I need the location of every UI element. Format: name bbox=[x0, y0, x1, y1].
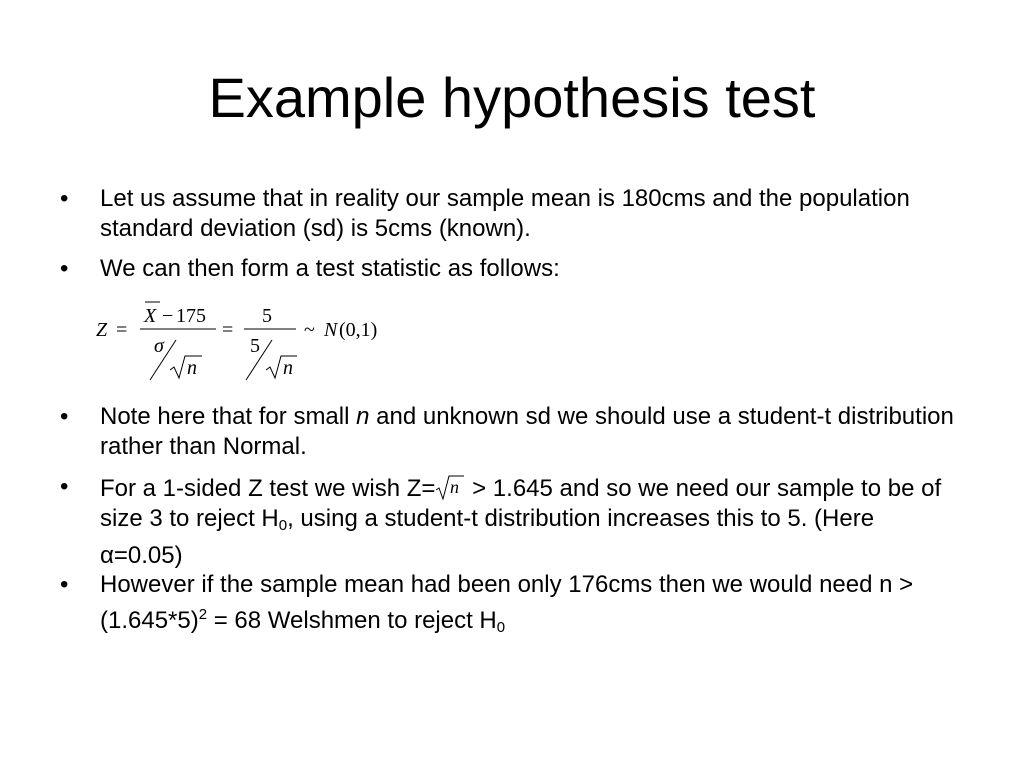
formula-svg bbox=[92, 294, 412, 389]
formula-mu: 175 bbox=[176, 305, 206, 327]
bullet-text: Let us assume that in reality our sample mean is 180cms and the population standard deviation (sd) is 5cms (known). bbox=[100, 185, 910, 242]
bullet-text bbox=[100, 472, 960, 571]
formula-five-top: 5 bbox=[262, 305, 272, 327]
formula-equals-2: = bbox=[222, 319, 234, 341]
bullet-text bbox=[100, 402, 960, 462]
formula-five-bottom: 5 bbox=[250, 335, 260, 357]
bullet-text-pre: However if the sample mean had been only 176cms then we would need n > (1.645*5) bbox=[100, 571, 914, 634]
h0-subscript: 0 bbox=[278, 517, 288, 534]
bullet-text-post: , using a student-t distribution increases this to 5. (Here α=0.05) bbox=[100, 505, 875, 569]
bullet-dot: • bbox=[60, 571, 69, 598]
formula-tilde: ~ bbox=[304, 319, 315, 341]
bullet-text bbox=[100, 570, 960, 643]
formula-n-1: n bbox=[187, 357, 197, 379]
bullet-text-mid: > 1.645 and so we need our sample to be of size 3 to reject H bbox=[100, 475, 942, 532]
formula-normal: N bbox=[324, 319, 338, 341]
bullet-dot: • bbox=[60, 185, 69, 212]
squared-superscript: 2 bbox=[198, 606, 208, 623]
bullet-dot: • bbox=[60, 255, 69, 282]
bullet-text: We can then form a test statistic as follows: bbox=[100, 255, 560, 282]
slide-title: Example hypothesis test bbox=[208, 66, 816, 129]
bullet-dot: • bbox=[60, 403, 69, 430]
formula-z: Z bbox=[96, 319, 108, 341]
bullet-text-pre: Note here that for small bbox=[100, 403, 357, 430]
formula-sqrt-1 bbox=[170, 356, 202, 378]
svg-text:n: n bbox=[450, 477, 460, 497]
formula-minus: − bbox=[162, 305, 174, 327]
bullet-text-mid: = 68 Welshmen to reject H bbox=[207, 607, 497, 634]
z-statistic-formula bbox=[92, 294, 412, 389]
sqrt-n-symbol bbox=[435, 472, 465, 502]
formula-equals-1: = bbox=[116, 319, 128, 341]
bullet-text-pre: For a 1-sided Z test we wish Z= bbox=[100, 475, 436, 502]
formula-n-2: n bbox=[283, 357, 293, 379]
formula-normal-args: (0,1) bbox=[339, 319, 378, 341]
bullet-dot: • bbox=[60, 473, 69, 500]
formula-xbar: X bbox=[144, 305, 157, 327]
bullet-text-post: and unknown sd we should use a student-t distribution rather than Normal. bbox=[100, 403, 954, 460]
h0-subscript: 0 bbox=[496, 619, 506, 636]
formula-sigma: σ bbox=[154, 335, 164, 357]
bullet-italic-n: n bbox=[356, 403, 370, 430]
